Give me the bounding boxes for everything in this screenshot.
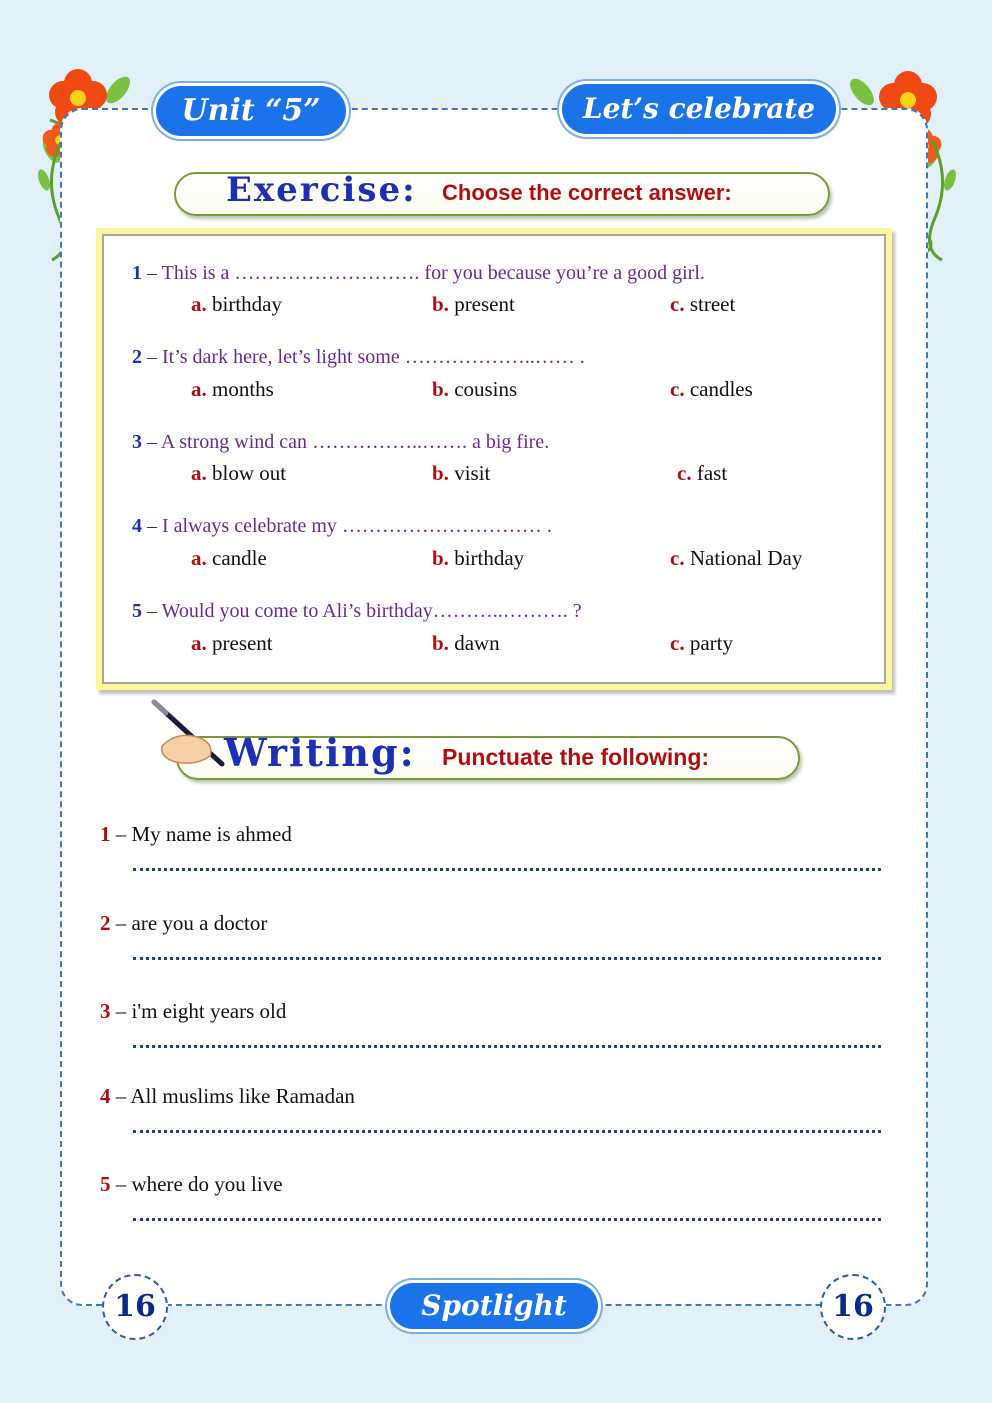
writing-item-1: 1 – My name is ahmed xyxy=(100,822,292,846)
series-name: Spotlight xyxy=(390,1283,598,1329)
exercise-instruction: Choose the correct answer: xyxy=(442,180,732,205)
answer-line[interactable] xyxy=(133,1130,881,1133)
question-text: A strong wind can ……………..……. a big fire. xyxy=(160,431,550,453)
option-b[interactable]: b. birthday xyxy=(432,546,525,570)
option-b[interactable]: b. cousins xyxy=(432,377,518,401)
question-text: Would you come to Ali’s birthday………..………. ? xyxy=(161,600,582,622)
lesson-title: Let’s celebrate xyxy=(562,84,836,134)
answer-line[interactable] xyxy=(133,957,881,960)
writing-item-text: are you a doctor xyxy=(131,911,268,935)
answer-line[interactable] xyxy=(133,868,881,871)
option-b[interactable]: b. dawn xyxy=(432,631,500,655)
writing-item-text: where do you live xyxy=(131,1172,283,1196)
question-number: 5 xyxy=(132,600,142,622)
writing-item-3: 3 – i'm eight years old xyxy=(100,999,287,1023)
question-text: I always celebrate my ………………………… . xyxy=(162,515,552,537)
writing-title: Writing: xyxy=(224,730,416,775)
unit-label: Unit “5” xyxy=(156,86,346,136)
question-text: It’s dark here, let’s light some ………………..…… . xyxy=(162,346,585,368)
question-number: 2 xyxy=(132,346,142,368)
option-b[interactable]: b. visit xyxy=(432,461,491,485)
page-number: 16 xyxy=(102,1274,168,1340)
page-number: 16 xyxy=(820,1274,886,1340)
question-number: 4 xyxy=(132,515,142,537)
writing-item-2: 2 – are you a doctor xyxy=(100,911,268,935)
answer-line[interactable] xyxy=(133,1045,881,1048)
question-1: 1 – This is a ………………………. for you because you’re a good girl. xyxy=(132,262,705,284)
option-a[interactable]: a. present xyxy=(191,631,273,655)
writing-item-text: i'm eight years old xyxy=(131,999,287,1023)
writing-item-text: My name is ahmed xyxy=(131,822,292,846)
answer-line[interactable] xyxy=(133,1218,881,1221)
writing-item-5: 5 – where do you live xyxy=(100,1172,283,1196)
question-3: 3 – A strong wind can ……………..……. a big fire. xyxy=(132,431,550,453)
question-text: This is a ………………………. for you because you’re a good girl. xyxy=(161,262,705,284)
question-number: 1 xyxy=(132,262,142,284)
question-5: 5 – Would you come to Ali’s birthday………..………. ? xyxy=(132,600,582,622)
question-2: 2 – It’s dark here, let’s light some ………………..…… . xyxy=(132,346,585,368)
option-a[interactable]: a. birthday xyxy=(191,292,282,316)
option-c[interactable]: c. party xyxy=(670,631,733,655)
question-number: 3 xyxy=(132,431,142,453)
option-c[interactable]: c. candles xyxy=(670,377,753,401)
question-4: 4 – I always celebrate my ………………………… . xyxy=(132,515,552,537)
option-a[interactable]: a. candle xyxy=(191,546,267,570)
option-c[interactable]: c. National Day xyxy=(670,546,803,570)
exercise-title: Exercise: xyxy=(226,170,417,210)
option-c[interactable]: c. fast xyxy=(677,461,728,485)
writing-item-text: All muslims like Ramadan xyxy=(130,1084,355,1108)
writing-item-4: 4 – All muslims like Ramadan xyxy=(100,1084,355,1108)
writing-instruction: Punctuate the following: xyxy=(442,744,710,770)
option-a[interactable]: a. blow out xyxy=(191,461,287,485)
option-a[interactable]: a. months xyxy=(191,377,274,401)
option-b[interactable]: b. present xyxy=(432,292,515,316)
option-c[interactable]: c. street xyxy=(670,292,736,316)
